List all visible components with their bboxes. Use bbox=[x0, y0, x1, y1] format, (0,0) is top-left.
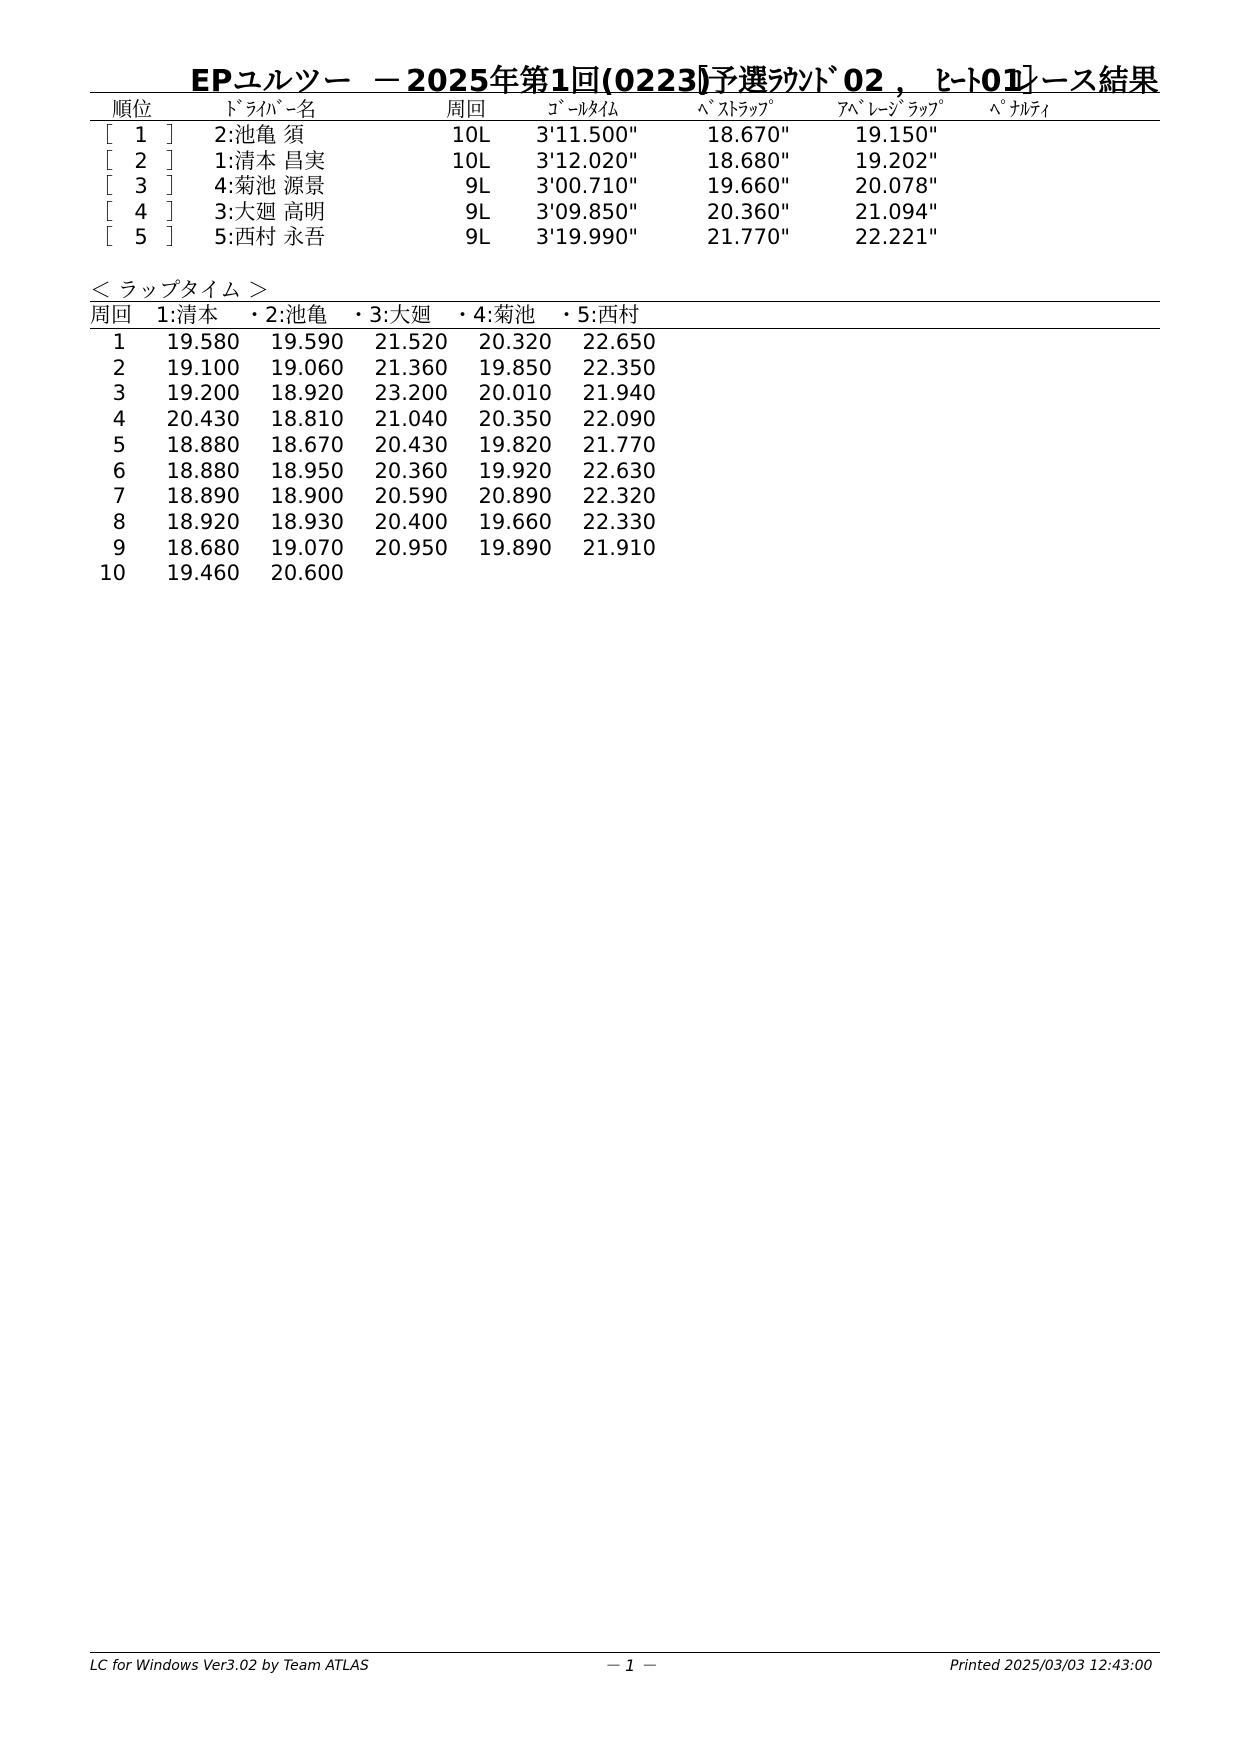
lap-time-cell: 20.350 bbox=[478, 407, 552, 432]
page-number: － 1 － bbox=[604, 1656, 657, 1675]
lap-time-cell: 21.360 bbox=[374, 355, 448, 380]
results-col-header: 周回 bbox=[446, 97, 486, 121]
lap-time-cell: 19.660 bbox=[478, 509, 552, 534]
lap-time-cell: 19.850 bbox=[478, 355, 552, 380]
rank-bracket-close: ］ bbox=[166, 148, 187, 173]
lap-time-cell: 19.580 bbox=[166, 330, 240, 354]
driver-name: 5:西村 永吾 bbox=[214, 225, 326, 249]
results-header-rule bbox=[90, 120, 1160, 121]
best-lap: 18.680" bbox=[706, 148, 790, 173]
average-lap: 19.150" bbox=[854, 123, 938, 147]
rank-bracket-open: ［ bbox=[92, 123, 113, 147]
lap-time-cell: 21.940 bbox=[582, 381, 656, 406]
lap-number: 4 bbox=[112, 407, 126, 432]
title-event: EPユルツー bbox=[190, 64, 353, 99]
average-lap: 20.078" bbox=[854, 174, 938, 198]
lap-count: 9L bbox=[464, 225, 490, 249]
report-title bbox=[190, 56, 1160, 99]
goal-time: 3'00.710" bbox=[535, 174, 638, 198]
results-col-header: 順位 bbox=[112, 97, 152, 121]
lap-time-cell: 22.090 bbox=[582, 407, 656, 432]
lap-time-cell: 19.890 bbox=[478, 535, 552, 560]
lap-count: 9L bbox=[464, 174, 490, 198]
lap-time-cell: 18.880 bbox=[166, 458, 240, 483]
rank-bracket-open: ［ bbox=[92, 225, 113, 249]
lap-time-cell: 20.590 bbox=[374, 484, 448, 509]
results-col-header: ﾍﾞｽﾄﾗｯﾌﾟ bbox=[698, 97, 778, 121]
title-suffix: レース結果 bbox=[1010, 64, 1159, 99]
lap-time-cell: 20.600 bbox=[270, 561, 344, 586]
rank-position: 1 bbox=[134, 123, 148, 147]
lap-time-cell: 19.820 bbox=[478, 432, 552, 457]
lap-number: 6 bbox=[112, 458, 126, 483]
laptime-section-title: ＜ ラップタイム ＞ bbox=[90, 278, 270, 302]
lap-time-cell: 20.360 bbox=[374, 458, 448, 483]
title-rule bbox=[90, 92, 1160, 93]
laptime-col-header: 周回 bbox=[90, 303, 132, 327]
lap-number: 3 bbox=[112, 381, 126, 406]
rank-bracket-close: ］ bbox=[166, 123, 187, 147]
laptime-col-header: ・2:池亀 bbox=[244, 303, 328, 327]
rank-position: 4 bbox=[134, 199, 148, 224]
lap-count: 10L bbox=[451, 148, 490, 173]
title-heat: ［予選ﾗｳﾝﾄﾞ02 ， ﾋｰﾄ01］ bbox=[678, 64, 1053, 99]
best-lap: 18.670" bbox=[706, 123, 790, 147]
lap-time-cell: 18.900 bbox=[270, 484, 344, 509]
lap-time-cell: 22.330 bbox=[582, 509, 656, 534]
rank-position: 5 bbox=[134, 225, 148, 249]
goal-time: 3'11.500" bbox=[535, 123, 638, 147]
lap-time-cell: 23.200 bbox=[374, 381, 448, 406]
best-lap: 20.360" bbox=[706, 199, 790, 224]
lap-time-cell: 19.100 bbox=[166, 355, 240, 380]
rank-bracket-close: ］ bbox=[166, 225, 187, 249]
lap-time-cell: 18.890 bbox=[166, 484, 240, 509]
lap-time-cell: 20.320 bbox=[478, 330, 552, 354]
lap-time-cell: 20.950 bbox=[374, 535, 448, 560]
lap-time-cell: 18.950 bbox=[270, 458, 344, 483]
lap-time-cell: 22.320 bbox=[582, 484, 656, 509]
average-lap: 22.221" bbox=[854, 225, 938, 249]
lap-time-cell: 19.590 bbox=[270, 330, 344, 354]
driver-name: 3:大廻 高明 bbox=[214, 199, 326, 224]
lap-time-cell: 19.200 bbox=[166, 381, 240, 406]
title-dash: － bbox=[372, 64, 402, 99]
lap-count: 10L bbox=[451, 123, 490, 147]
lap-time-cell: 22.350 bbox=[582, 355, 656, 380]
goal-time: 3'09.850" bbox=[535, 199, 638, 224]
driver-name: 2:池亀 須 bbox=[214, 123, 305, 147]
rank-bracket-open: ［ bbox=[92, 174, 113, 198]
lap-number: 2 bbox=[112, 355, 126, 380]
rank-bracket-open: ［ bbox=[92, 148, 113, 173]
driver-name: 4:菊池 源景 bbox=[214, 174, 326, 198]
lap-time-cell: 20.890 bbox=[478, 484, 552, 509]
rank-bracket-close: ］ bbox=[166, 174, 187, 198]
lap-time-cell: 22.630 bbox=[582, 458, 656, 483]
lap-number: 8 bbox=[112, 509, 126, 534]
lap-time-cell: 19.460 bbox=[166, 561, 240, 586]
footer-software: LC for Windows Ver3.02 by Team ATLAS bbox=[90, 1658, 369, 1674]
lap-time-cell: 21.520 bbox=[374, 330, 448, 354]
lap-time-cell: 20.400 bbox=[374, 509, 448, 534]
lap-number: 9 bbox=[112, 535, 126, 560]
lap-time-cell: 22.650 bbox=[582, 330, 656, 354]
lap-number: 1 bbox=[112, 330, 126, 354]
rank-position: 2 bbox=[134, 148, 148, 173]
lap-count: 9L bbox=[464, 199, 490, 224]
lap-time-cell: 18.920 bbox=[166, 509, 240, 534]
footer-printed: Printed 2025/03/03 12:43:00 bbox=[950, 1658, 1153, 1674]
lap-time-cell: 18.680 bbox=[166, 535, 240, 560]
lap-time-cell: 19.060 bbox=[270, 355, 344, 380]
rank-bracket-open: ［ bbox=[92, 199, 113, 224]
laptime-col-header: ・3:大廻 bbox=[348, 303, 432, 327]
lap-time-cell: 19.070 bbox=[270, 535, 344, 560]
lap-time-cell: 18.920 bbox=[270, 381, 344, 406]
best-lap: 21.770" bbox=[706, 225, 790, 249]
lap-number: 5 bbox=[112, 432, 126, 457]
lap-time-cell: 20.010 bbox=[478, 381, 552, 406]
laptime-col-header: ・5:西村 bbox=[556, 303, 640, 327]
average-lap: 21.094" bbox=[854, 199, 938, 224]
lap-time-cell: 18.670 bbox=[270, 432, 344, 457]
title-round: 2025年第1回(0223) bbox=[406, 64, 712, 99]
rank-bracket-close: ］ bbox=[166, 199, 187, 224]
lap-time-cell: 20.430 bbox=[374, 432, 448, 457]
best-lap: 19.660" bbox=[706, 174, 790, 198]
lap-time-cell: 21.040 bbox=[374, 407, 448, 432]
results-col-header: ﾍﾟﾅﾙﾃｨ bbox=[990, 97, 1050, 121]
results-col-header: ﾄﾞﾗｲﾊﾞｰ名 bbox=[226, 97, 316, 121]
results-col-header: ｺﾞｰﾙﾀｲﾑ bbox=[548, 97, 618, 121]
goal-time: 3'19.990" bbox=[535, 225, 638, 249]
lap-time-cell: 20.430 bbox=[166, 407, 240, 432]
results-col-header: ｱﾍﾞﾚｰｼﾞﾗｯﾌﾟ bbox=[838, 97, 948, 121]
average-lap: 19.202" bbox=[854, 148, 938, 173]
goal-time: 3'12.020" bbox=[535, 148, 638, 173]
laptime-col-header: ・4:菊池 bbox=[452, 303, 536, 327]
lap-time-cell: 19.920 bbox=[478, 458, 552, 483]
lap-number: 7 bbox=[112, 484, 126, 509]
lap-time-cell: 18.880 bbox=[166, 432, 240, 457]
driver-name: 1:清本 昌実 bbox=[214, 148, 326, 173]
lap-time-cell: 18.930 bbox=[270, 509, 344, 534]
rank-position: 3 bbox=[134, 174, 148, 198]
laptime-col-header: 1:清本 bbox=[156, 303, 219, 327]
lap-time-cell: 18.810 bbox=[270, 407, 344, 432]
lap-number: 10 bbox=[99, 561, 126, 586]
lap-time-cell: 21.770 bbox=[582, 432, 656, 457]
lap-time-cell: 21.910 bbox=[582, 535, 656, 560]
